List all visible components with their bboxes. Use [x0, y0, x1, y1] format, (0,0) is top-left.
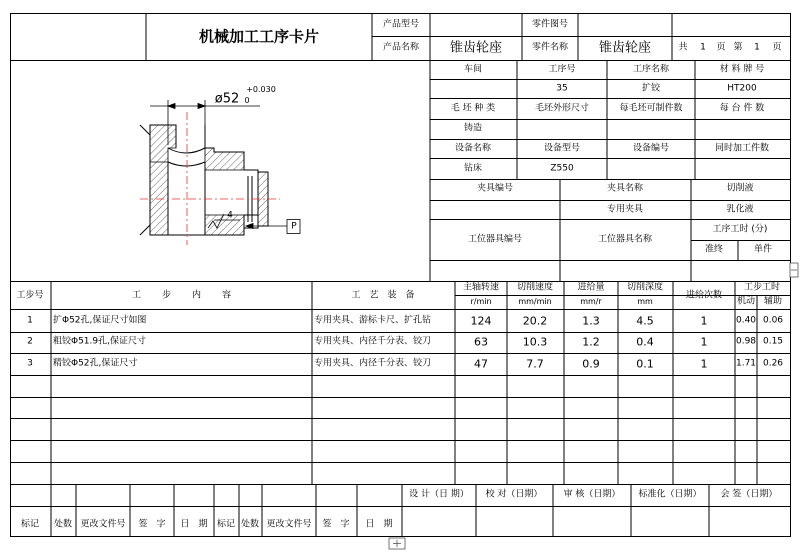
- dim-main: ø52: [214, 91, 240, 107]
- footer-design: 设 计（日 期）: [409, 489, 469, 500]
- footer-date-label: 日 期: [365, 519, 393, 530]
- footer-change-doc-label: 更改文件号: [266, 519, 312, 530]
- prep-label: 准终: [704, 244, 724, 255]
- equip-name-value[interactable]: 钻床: [463, 163, 483, 174]
- table-row-machine[interactable]: 0.98: [735, 336, 757, 347]
- product-model-label: 产品型号: [382, 19, 420, 30]
- footer-standard: 标准化（日期）: [638, 489, 702, 500]
- table-row-content[interactable]: 扩Φ52孔,保证尺寸如图: [53, 315, 147, 326]
- page-no: 1: [754, 42, 760, 53]
- fixture-no-label: 夹具编号: [476, 183, 514, 194]
- product-name-value[interactable]: 锥齿轮座: [449, 40, 503, 56]
- table-row-feed[interactable]: 1.3: [582, 314, 600, 328]
- col-time: 工步工时: [743, 282, 781, 293]
- total-pages: 1: [700, 42, 706, 53]
- col-depth: 切削深度: [626, 282, 664, 293]
- table-row-passes[interactable]: 1: [700, 357, 708, 371]
- station-tool-no-label: 工位器具编号: [467, 234, 523, 245]
- footer-check: 校 对（日期）: [485, 489, 543, 500]
- col-speed: 切削速度: [516, 282, 554, 293]
- col-content: 工 步 内 容: [131, 290, 233, 301]
- part-drawing: [140, 100, 300, 245]
- page-label-2: 页: [772, 42, 782, 53]
- coolant-value[interactable]: 乳化液: [726, 204, 754, 215]
- table-row-depth[interactable]: 0.4: [636, 335, 654, 349]
- table-row-machine[interactable]: 1.71: [735, 358, 757, 369]
- material-value[interactable]: HT200: [727, 83, 757, 94]
- dim-tol-lower: 0: [244, 96, 250, 105]
- footer-mark-label: 标记: [20, 519, 40, 530]
- equip-name-label: 设备名称: [454, 143, 492, 154]
- table-row-feed[interactable]: 0.9: [582, 357, 600, 371]
- footer-countersign: 会 签（日期）: [720, 489, 778, 500]
- fixture-name-label: 夹具名称: [606, 183, 644, 194]
- table-row-content[interactable]: 粗铰Φ51.9孔,保证尺寸: [53, 336, 146, 347]
- table-row-speed[interactable]: 7.7: [526, 357, 544, 371]
- table-row-content[interactable]: 精铰Φ52孔,保证尺寸: [53, 358, 138, 369]
- footer-count-label: 处数: [240, 519, 260, 530]
- equip-model-label: 设备型号: [543, 143, 581, 154]
- part-no-label: 零件图号: [531, 19, 569, 30]
- equip-model-value[interactable]: Z550: [550, 163, 574, 174]
- workshop-label: 车间: [463, 64, 483, 75]
- table-row-spindle[interactable]: 124: [470, 314, 492, 328]
- equip-no-label: 设备编号: [632, 143, 670, 154]
- table-row-depth[interactable]: 4.5: [636, 314, 654, 328]
- col-speed-unit: mm/min: [518, 297, 552, 306]
- station-tool-name-label: 工位器具名称: [597, 234, 653, 245]
- footer-sign-label: 签 字: [322, 519, 350, 530]
- op-no-value[interactable]: 35: [556, 83, 568, 94]
- page-no-label: 第: [733, 42, 743, 53]
- coolant-label: 切削液: [726, 183, 754, 194]
- table-row-spindle[interactable]: 63: [474, 335, 488, 349]
- col-aux: 辅助: [763, 296, 783, 307]
- col-equipment: 工 艺 装 备: [351, 290, 415, 301]
- col-spindle-unit: r/min: [470, 297, 492, 306]
- op-name-label: 工序名称: [632, 64, 670, 75]
- material-label: 材 料 牌 号: [719, 64, 765, 75]
- plus-icon[interactable]: [389, 538, 405, 549]
- col-depth-unit: mm: [637, 297, 653, 306]
- col-feed: 进给量: [577, 282, 605, 293]
- page-title: 机械加工工序卡片: [198, 27, 320, 46]
- footer-date-label: 日 期: [180, 519, 208, 530]
- col-spindle: 主轴转速: [462, 282, 500, 293]
- table-row-equipment[interactable]: 专用夹具、内径千分表、铰刀: [314, 358, 432, 369]
- page-label: 页: [716, 42, 726, 53]
- pieces-per-blank-label: 每毛坯可制件数: [619, 103, 683, 114]
- part-name-label: 零件名称: [531, 42, 569, 53]
- fixture-name-value[interactable]: 专用夹具: [606, 204, 644, 215]
- table-row-equipment[interactable]: 专用夹具、内径千分表、铰刀: [314, 336, 432, 347]
- op-name-value[interactable]: 扩铰: [641, 83, 661, 94]
- table-row-speed[interactable]: 10.3: [522, 335, 548, 349]
- table-row-passes[interactable]: 1: [700, 335, 708, 349]
- table-row-aux[interactable]: 0.06: [762, 315, 784, 326]
- table-row-spindle[interactable]: 47: [474, 357, 488, 371]
- footer-change-doc-label: 更改文件号: [80, 519, 126, 530]
- footer-sign-label: 签 字: [138, 519, 166, 530]
- table-row-passes[interactable]: 1: [700, 314, 708, 328]
- table-row-step: 1: [27, 315, 33, 326]
- footer-mark-label: 标记: [216, 519, 236, 530]
- blank-type-value[interactable]: 铸造: [463, 123, 483, 134]
- table-row-aux[interactable]: 0.26: [762, 358, 784, 369]
- unit-label: 单件: [753, 244, 773, 255]
- table-row-speed[interactable]: 20.2: [522, 314, 548, 328]
- col-step: 工步号: [16, 290, 44, 301]
- simultaneous-label: 同时加工件数: [714, 143, 770, 154]
- col-feed-unit: mm/r: [580, 297, 602, 306]
- table-row-step: 3: [27, 358, 33, 369]
- total-label: 共: [678, 42, 688, 53]
- table-row-aux[interactable]: 0.15: [762, 336, 784, 347]
- op-time-label: 工序工时 (分): [712, 224, 768, 235]
- dim-tol-upper: +0.030: [246, 85, 276, 94]
- col-machine: 机动: [736, 296, 756, 307]
- roughness-value: 4: [227, 210, 233, 221]
- table-row-equipment[interactable]: 专用夹具、游标卡尺、扩孔钻: [314, 315, 432, 326]
- side-handle[interactable]: [790, 263, 798, 277]
- table-row-step: 2: [27, 336, 33, 347]
- col-passes: 进给次数: [685, 290, 723, 301]
- datum-label: P: [291, 221, 297, 232]
- footer-count-label: 处数: [53, 519, 73, 530]
- product-name-label: 产品名称: [382, 42, 420, 53]
- table-row-machine[interactable]: 0.40: [735, 315, 757, 326]
- table-row-depth[interactable]: 0.1: [636, 357, 654, 371]
- table-row-feed[interactable]: 1.2: [582, 335, 600, 349]
- blank-size-label: 毛坯外形尺寸: [534, 103, 590, 114]
- part-name-value[interactable]: 锥齿轮座: [598, 40, 652, 56]
- blank-type-label: 毛 坯 种 类: [450, 103, 496, 114]
- pieces-per-unit-label: 每 台 件 数: [719, 103, 765, 114]
- op-no-label: 工序号: [548, 64, 576, 75]
- footer-review: 审 核（日期）: [563, 489, 621, 500]
